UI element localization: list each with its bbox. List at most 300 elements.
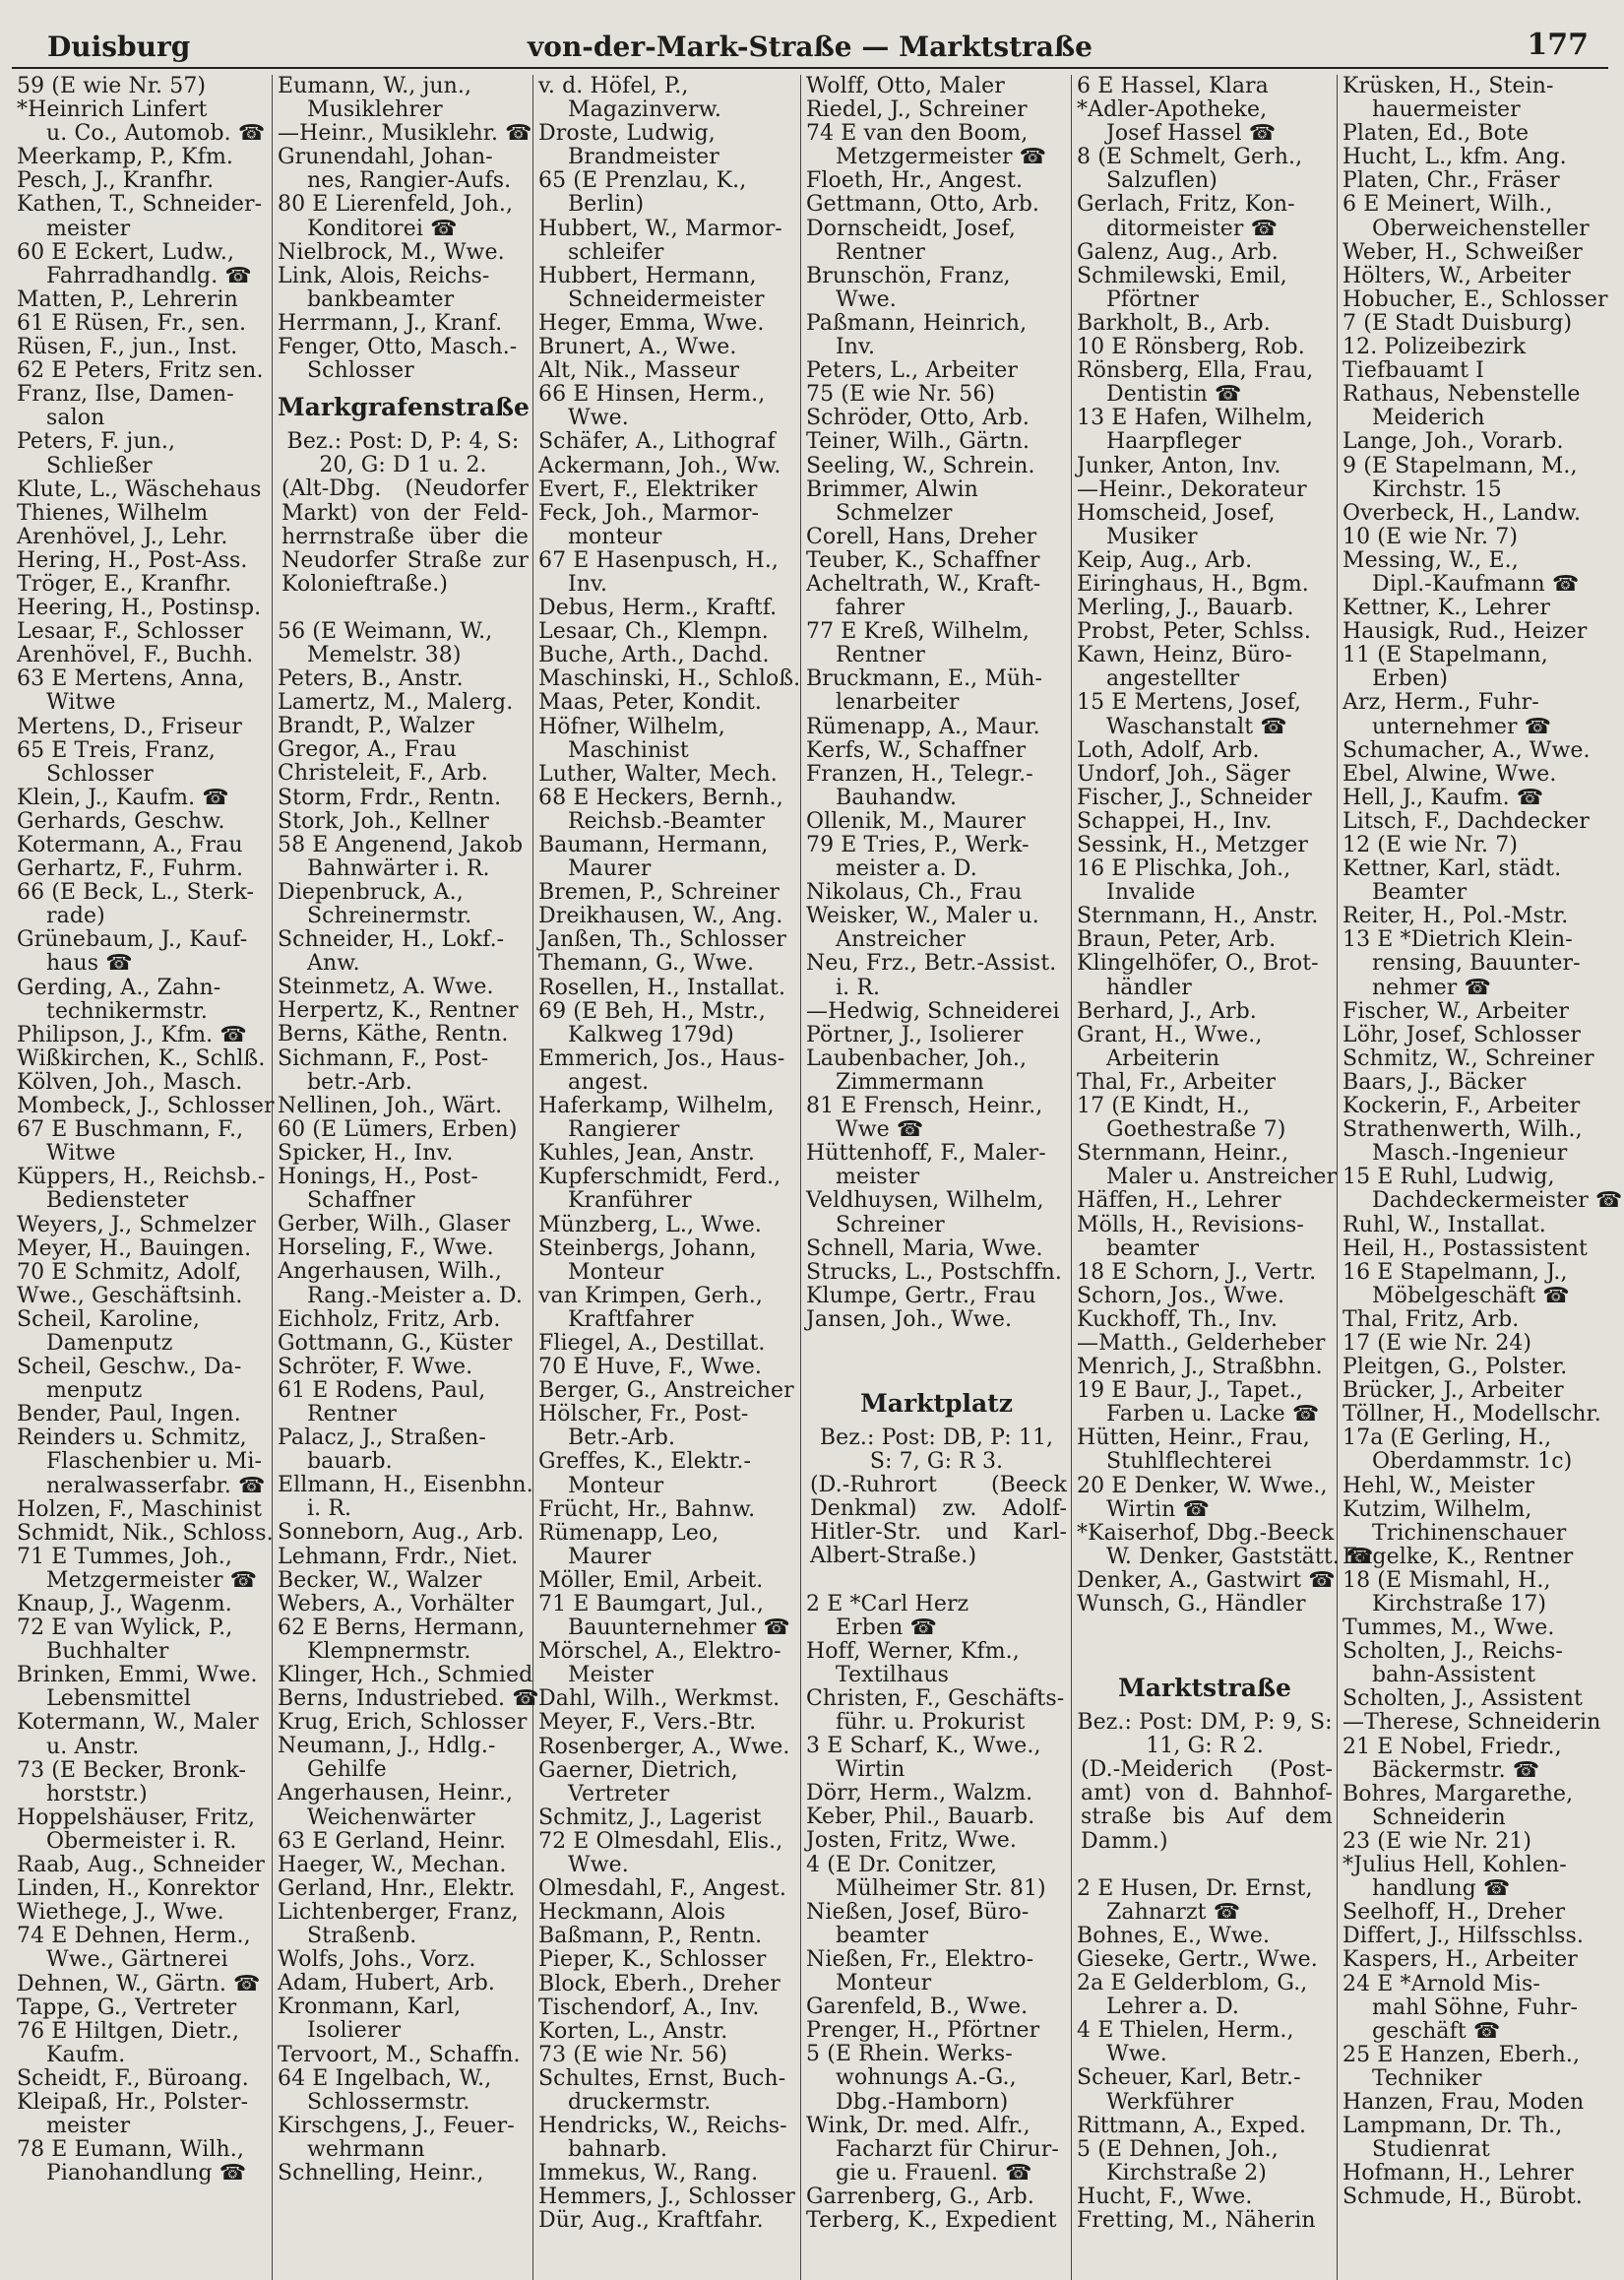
directory-entry: Stork, Joh., Kellner <box>278 808 489 834</box>
directory-entry: Berlin) <box>568 192 645 218</box>
street-description: (Alt-Dbg. (Neudorfer Markt) von der Feld- herrnstraße über die Neudorfer Straße zur Kolonieftraße.) <box>281 476 529 597</box>
directory-entry: Schlosser <box>46 761 154 787</box>
directory-entry: Holzen, F., Maschinist <box>17 1496 263 1522</box>
city-name: Duisburg <box>47 31 191 63</box>
directory-entry: Differt, J., Hilfsschlss. <box>1343 1924 1584 1949</box>
directory-entry: Löhr, Josef, Schlosser <box>1343 1022 1581 1047</box>
directory-entry: Kalkweg 179d) <box>568 1022 734 1047</box>
directory-entry: meister <box>46 216 131 241</box>
directory-entry: Anstreicher <box>836 927 966 953</box>
column-2 <box>273 74 539 2280</box>
directory-entry: 80 E Lierenfeld, Joh., <box>278 192 514 218</box>
directory-entry: Kupferschmidt, Ferd., <box>538 1165 781 1190</box>
directory-entry: Krug, Erich, Schlosser <box>278 1710 528 1736</box>
directory-entry: 3 E Scharf, K., Wwe., <box>806 1734 1041 1759</box>
directory-entry: Klempnermstr. <box>307 1638 471 1664</box>
directory-entry: Teuber, K., Schaffner <box>806 547 1040 573</box>
directory-entry: händler <box>1106 975 1192 1000</box>
directory-entry: Nellinen, Joh., Wärt. <box>278 1093 503 1118</box>
directory-entry: Neu, Frz., Betr.-Assist. <box>806 951 1057 977</box>
directory-entry: Rönsberg, Ella, Frau, <box>1077 358 1314 384</box>
directory-entry: Berhard, J., Arb. <box>1077 998 1257 1024</box>
directory-entry: Schreinermstr. <box>307 904 472 928</box>
directory-entry: Terberg, K., Expedient <box>806 2207 1057 2233</box>
directory-entry: Rentner <box>836 643 925 668</box>
directory-entry: Grunendahl, Johan- <box>278 145 493 170</box>
directory-entry: Schmilewski, Emil, <box>1077 263 1287 288</box>
directory-entry: Gerlach, Fritz, Kon- <box>1077 192 1295 218</box>
page-header <box>12 28 1608 69</box>
directory-entry: Kawn, Heinz, Büro- <box>1077 643 1292 668</box>
directory-entry: Platen, Ed., Bote <box>1343 121 1530 147</box>
directory-entry: Hütten, Heinr., Frau, <box>1077 1425 1310 1451</box>
directory-entry: Obermeister i. R. <box>46 1828 237 1854</box>
directory-entry: Brinken, Emmi, Wwe. <box>17 1663 258 1688</box>
directory-entry: Becker, W., Walzer <box>278 1567 482 1593</box>
directory-entry: Undorf, Joh., Säger <box>1077 761 1290 787</box>
directory-entry: Schneidermeister <box>568 286 765 312</box>
directory-entry: Probst, Peter, Schlss. <box>1077 619 1311 645</box>
directory-entry: Debus, Herm., Kraftf. <box>538 596 778 621</box>
directory-entry: Peters, B., Anstr. <box>278 666 464 692</box>
directory-entry: Olmesdahl, F., Angest. <box>538 1876 786 1902</box>
directory-entry: Häffen, H., Lehrer <box>1077 1188 1281 1214</box>
directory-entry: Hölters, W., Arbeiter <box>1343 263 1571 288</box>
directory-entry: —Matth., Gelderheber <box>1077 1330 1326 1356</box>
directory-entry: Wwe., Geschäftsinh. <box>17 1283 243 1308</box>
directory-entry: beamter <box>1106 1235 1200 1261</box>
directory-entry: Schmidt, Nik., Schloss. <box>17 1520 274 1546</box>
directory-entry: Engelke, K., Rentner <box>1343 1544 1574 1569</box>
directory-entry: 59 (E wie Nr. 57) <box>17 74 207 98</box>
directory-entry: beamter <box>836 1923 929 1948</box>
directory-entry: Ackermann, Joh., Ww. <box>538 453 781 478</box>
directory-entry: Teiner, Wilh., Gärtn. <box>806 429 1031 455</box>
directory-entry: Gettmann, Otto, Arb. <box>806 192 1040 218</box>
directory-entry: Dehnen, W., Gärtn. ☎ <box>17 1971 261 1996</box>
directory-entry: Hehl, W., Meister <box>1343 1473 1535 1498</box>
directory-entry: Themann, G., Wwe. <box>538 951 755 977</box>
directory-entry: 79 E Tries, P., Werk- <box>806 833 1030 857</box>
directory-entry: 12 (E wie Nr. 7) <box>1343 833 1519 857</box>
directory-entry: Kirchstraße 17) <box>1372 1592 1547 1616</box>
directory-entry: Rangierer <box>568 1117 680 1143</box>
directory-entry: Bremen, P., Schreiner <box>538 880 781 906</box>
directory-entry: Hoppelshäuser, Fritz, <box>17 1805 256 1830</box>
directory-entry: 73 (E wie Nr. 56) <box>538 2042 728 2067</box>
directory-entry: Studienrat <box>1372 2137 1490 2163</box>
directory-entry: Buche, Arth., Dachd. <box>538 643 770 668</box>
spacer <box>806 1569 1067 1593</box>
spacer <box>806 1356 1067 1379</box>
directory-entry: 61 E Rüsen, Fr., sen. <box>17 310 247 336</box>
directory-entry: Gerber, Wilh., Glaser <box>278 1212 511 1237</box>
directory-entry: Vertreter <box>568 1781 670 1806</box>
directory-entry: Paßmann, Heinrich, <box>806 310 1028 336</box>
directory-entry: Zimmermann <box>836 1069 984 1095</box>
directory-entry: Meerkamp, P., Kfm. <box>17 145 234 170</box>
directory-entry: nehmer ☎ <box>1372 975 1491 1000</box>
directory-entry: Brandt, P., Walzer <box>278 714 474 739</box>
directory-entry: Palacz, J., Straßen- <box>278 1425 486 1451</box>
directory-entry: Hemmers, J., Schlosser <box>538 2185 795 2210</box>
directory-entry: Bauhandw. <box>836 785 958 810</box>
directory-entry: Meyer, F., Vers.-Btr. <box>538 1710 757 1736</box>
directory-entry: Salzuflen) <box>1106 168 1218 194</box>
directory-entry: Kaspers, H., Arbeiter <box>1343 1947 1578 1973</box>
directory-entry: Nießen, Josef, Büro- <box>806 1899 1030 1925</box>
directory-entry: Erben) <box>1372 666 1449 692</box>
directory-entry: Nikolaus, Ch., Frau <box>806 880 1023 906</box>
directory-entry: Luther, Walter, Mech. <box>538 761 778 787</box>
directory-entry: Lichtenberger, Franz, <box>278 1899 519 1925</box>
directory-entry: Platen, Chr., Fräser <box>1343 168 1560 194</box>
directory-entry: Seeling, W., Schrein. <box>806 453 1035 478</box>
directory-entry: Hering, H., Post-Ass. <box>17 547 248 573</box>
directory-entry: Hucht, L., kfm. Ang. <box>1343 145 1567 170</box>
directory-entry: Stuhlflechterei <box>1106 1449 1272 1475</box>
directory-entry: Scheil, Karoline, <box>17 1306 200 1332</box>
spacer <box>806 1332 1067 1356</box>
directory-entry: Wunsch, G., Händler <box>1077 1592 1306 1616</box>
directory-entry: Philipson, J., Kfm. ☎ <box>17 1022 247 1047</box>
directory-entry: Pesch, J., Kranfhr. <box>17 168 215 194</box>
directory-entry: Dahl, Wilh., Werkmst. <box>538 1686 781 1712</box>
directory-entry: Wwe. <box>568 406 629 431</box>
directory-entry: Arz, Herm., Fuhr- <box>1343 690 1539 716</box>
directory-entry: 11 (E Stapelmann, <box>1343 643 1548 668</box>
directory-entry: Franzen, H., Telegr.- <box>806 761 1033 787</box>
directory-entry: 4 E Thielen, Herm., <box>1077 2018 1294 2044</box>
directory-entry: 25 E Hanzen, Eberh., <box>1343 2042 1581 2067</box>
directory-entry: Kettner, Karl, städt. <box>1343 856 1562 882</box>
directory-entry: Witwe <box>46 690 116 716</box>
directory-entry: 2 E Husen, Dr. Ernst, <box>1077 1875 1313 1901</box>
directory-entry: Rümenapp, Leo, <box>538 1520 719 1546</box>
directory-entry: Herrmann, J., Kranf. <box>278 310 503 336</box>
directory-entry: Bruckmann, E., Müh- <box>806 666 1043 692</box>
directory-entry: Wirtin <box>836 1757 906 1783</box>
directory-entry: Hubbert, W., Marmor- <box>538 216 782 241</box>
directory-entry: Diepenbruck, A., <box>278 879 464 905</box>
directory-entry: 19 E Baur, J., Tapet., <box>1077 1378 1303 1404</box>
directory-entry: Erben ☎ <box>836 1615 937 1640</box>
directory-entry: Strathenwerth, Wilh., <box>1343 1117 1583 1143</box>
directory-entry: 17 (E wie Nr. 24) <box>1343 1330 1532 1356</box>
directory-entry: Goethestraße 7) <box>1106 1117 1286 1143</box>
directory-entry: Kraftfahrer <box>568 1306 694 1332</box>
street-range-title: von-der-Mark-Straße — Marktstraße <box>528 31 1093 63</box>
directory-entry: 2a E Gelderblom, G., <box>1077 1971 1308 1996</box>
directory-entry: Garrenberg, G., Arb. <box>806 2184 1034 2209</box>
directory-entry: Dornscheidt, Josef, <box>806 216 1016 241</box>
directory-entry: Berger, G., Anstreicher <box>538 1378 794 1404</box>
directory-entry: *Kaiserhof, Dbg.-Beeck <box>1077 1520 1335 1546</box>
directory-entry: Techniker <box>1372 2065 1482 2091</box>
directory-entry: Nießen, Fr., Elektro- <box>806 1946 1034 1972</box>
directory-entry: 60 (E Lümers, Erben) <box>278 1116 518 1142</box>
directory-entry: Schmude, H., Bürobt. <box>1343 2185 1583 2210</box>
directory-entry: Scheil, Geschw., Da- <box>17 1355 242 1380</box>
directory-entry: mahl Söhne, Fuhr- <box>1372 1995 1579 2020</box>
spacer <box>1077 1854 1333 1877</box>
street-description: (D.-Meiderich (Post- amt) von d. Bahnhof- straße bis Auf dem Damm.) <box>1081 1757 1333 1854</box>
directory-entry: Dörr, Herm., Walzm. <box>806 1781 1033 1806</box>
directory-entry: Flaschenbier u. Mi- <box>46 1449 263 1475</box>
directory-entry: Schaffner <box>307 1188 415 1214</box>
directory-entry: Kettner, K., Lehrer <box>1343 596 1550 621</box>
directory-entry: Knaup, J., Wagenm. <box>17 1592 232 1616</box>
directory-entry: Schmitz, J., Lagerist <box>538 1805 762 1830</box>
directory-entry: Lange, Joh., Vorarb. <box>1343 429 1564 455</box>
directory-entry: Corell, Hans, Dreher <box>806 524 1037 549</box>
directory-entry: betr.-Arb. <box>307 1069 412 1095</box>
directory-entry: Magazinverw. <box>568 97 722 123</box>
directory-entry: druckermstr. <box>568 2089 712 2115</box>
directory-entry: Eiringhaus, H., Bgm. <box>1077 571 1309 597</box>
directory-entry: bahn-Assistent <box>1372 1663 1536 1688</box>
directory-entry: bahnarb. <box>568 2137 668 2163</box>
directory-entry: Lesaar, Ch., Klempn. <box>538 619 769 645</box>
directory-entry: 70 E Schmitz, Adolf, <box>17 1259 242 1285</box>
directory-entry: Steinmetz, A. Wwe. <box>278 975 494 1000</box>
directory-entry: Emmerich, Jos., Haus- <box>538 1045 785 1071</box>
column-6 <box>1338 74 1623 2280</box>
directory-entry: Pianohandlung ☎ <box>46 2161 247 2186</box>
directory-entry: Keip, Aug., Arb. <box>1077 547 1253 573</box>
directory-entry: Rosenberger, A., Wwe. <box>538 1734 790 1759</box>
directory-entry: Mertens, D., Friseur <box>17 714 243 739</box>
directory-entry: 73 (E Becker, Bronk- <box>17 1757 247 1783</box>
directory-entry: 21 E Nobel, Friedr., <box>1343 1734 1562 1759</box>
directory-entry: Prenger, H., Pförtner <box>806 2018 1040 2044</box>
directory-entry: Haarpfleger <box>1106 429 1241 455</box>
directory-entry: Tischendorf, A., Inv. <box>538 1995 760 2020</box>
directory-entry: Hobucher, E., Schlosser <box>1343 286 1608 312</box>
directory-entry: Angerhausen, Heinr., <box>278 1781 514 1806</box>
directory-entry: Ruhl, W., Installat. <box>1343 1212 1546 1237</box>
directory-entry: Facharzt für Chirur- <box>836 2136 1059 2162</box>
directory-entry: Höfner, Wilhelm, <box>538 714 725 739</box>
directory-entry: 62 E Berns, Hermann, <box>278 1615 526 1640</box>
directory-entry: Tappe, G., Vertreter <box>17 1995 237 2020</box>
directory-entry: Maurer <box>568 856 652 882</box>
directory-entry: Gerhards, Geschw. <box>17 808 225 834</box>
directory-entry: Waschanstalt ☎ <box>1106 714 1287 739</box>
directory-entry: Steinbergs, Johann, <box>538 1235 757 1261</box>
directory-entry: 5 (E Dehnen, Joh., <box>1077 2136 1279 2162</box>
directory-columns <box>12 74 1623 2280</box>
directory-entry: Invalide <box>1106 880 1196 906</box>
directory-entry: —Heinr., Dekorateur <box>1077 476 1307 502</box>
directory-entry: Schröder, Otto, Arb. <box>806 406 1030 431</box>
street-description: (D.-Ruhrort (Beeck Denkmal) zw. Adolf- Hitler-Str. und Karl- Albert-Straße.) <box>810 1473 1067 1569</box>
directory-entry: Evert, F., Elektriker <box>538 476 758 502</box>
directory-entry: Heger, Emma, Wwe. <box>538 310 765 336</box>
directory-entry: Monteur <box>836 1971 932 1996</box>
directory-entry: Sternmann, H., Anstr. <box>1077 904 1319 929</box>
directory-entry: bauarb. <box>307 1449 393 1475</box>
district-info: Bez.: Post: DB, P: 11, S: 7, G: R 3. <box>819 1425 1054 1475</box>
directory-entry: Hüttenhoff, F., Maler- <box>806 1141 1046 1167</box>
directory-entry: Webers, A., Vorhälter <box>278 1591 515 1616</box>
directory-entry: Schneider, H., Lokf.- <box>278 927 505 953</box>
directory-entry: rensing, Bauunter- <box>1372 951 1581 977</box>
directory-entry: 77 E Kreß, Wilhelm, <box>806 619 1030 645</box>
directory-entry: 17 (E Kindt, H., <box>1077 1094 1250 1119</box>
directory-entry: Meiderich <box>1372 406 1485 431</box>
directory-entry: Klein, J., Kaufm. ☎ <box>17 785 229 810</box>
directory-entry: Honings, H., Post- <box>278 1165 478 1190</box>
directory-entry: Sessink, H., Metzger <box>1077 833 1308 857</box>
directory-entry: gie u. Frauenl. ☎ <box>836 2160 1032 2185</box>
directory-entry: Textilhaus <box>836 1662 950 1687</box>
directory-entry: 76 E Hiltgen, Dietr., <box>17 2018 240 2044</box>
directory-entry: haus ☎ <box>46 951 133 977</box>
directory-entry: Anw. <box>307 951 360 977</box>
directory-entry: Brunschön, Franz, <box>806 263 1011 288</box>
directory-entry: Lamertz, M., Malerg. <box>278 690 514 716</box>
directory-entry: Wwe., Gärtnerei <box>46 1947 228 1973</box>
directory-entry: 66 E Hinsen, Herm., <box>538 382 766 408</box>
directory-entry: Litsch, F., Dachdecker <box>1343 808 1590 834</box>
directory-entry: bankbeamter <box>307 286 455 312</box>
directory-entry: 74 E van den Boom, <box>806 121 1029 147</box>
directory-entry: monteur <box>568 524 662 549</box>
directory-entry: Reiter, H., Pol.-Mstr. <box>1343 904 1569 929</box>
directory-entry: 5 (E Rhein. Werks- <box>806 2042 1013 2067</box>
directory-entry: Josten, Fritz, Wwe. <box>806 1828 1017 1854</box>
directory-entry: 72 E van Wylick, P., <box>17 1615 233 1641</box>
directory-entry: 24 E *Arnold Mis- <box>1343 1971 1540 1996</box>
directory-entry: Korten, L., Anstr. <box>538 2018 728 2044</box>
column-4 <box>801 75 1072 2280</box>
directory-entry: Kirchstr. 15 <box>1372 476 1502 502</box>
directory-entry: Gerhartz, F., Fuhrm. <box>17 856 244 882</box>
directory-entry: Meister <box>568 1663 654 1688</box>
column-3 <box>533 75 801 2280</box>
directory-entry: Sonneborn, Aug., Arb. <box>278 1520 525 1546</box>
column-5 <box>1072 74 1374 2280</box>
directory-entry: Schreiner <box>836 1212 945 1237</box>
directory-entry: Spicker, H., Inv. <box>278 1140 454 1166</box>
directory-entry: Laubenbacher, Joh., <box>806 1045 1028 1071</box>
directory-entry: Hell, J., Kaufm. ☎ <box>1343 785 1544 810</box>
directory-entry: Bender, Paul, Ingen. <box>17 1402 241 1427</box>
directory-entry: 61 E Rodens, Paul, <box>278 1377 486 1403</box>
directory-entry: Kerfs, W., Schaffner <box>806 737 1027 763</box>
directory-entry: Peters, L., Arbeiter <box>806 358 1018 384</box>
directory-entry: Schultes, Ernst, Buch- <box>538 2065 786 2091</box>
directory-entry: Schäfer, A., Lithograf <box>538 429 776 455</box>
directory-entry: 13 E Hafen, Wilhelm, <box>1077 406 1314 431</box>
directory-entry: Strucks, L., Postschffn. <box>806 1259 1063 1285</box>
directory-entry: Wwe. <box>568 1853 629 1878</box>
directory-entry: Dür, Aug., Kraftfahr. <box>538 2208 764 2234</box>
directory-entry: Wiethege, J., Wwe. <box>17 1900 224 1926</box>
directory-entry: 65 E Treis, Franz, <box>17 737 217 763</box>
directory-entry: Lesaar, F., Schlosser <box>17 619 244 645</box>
directory-entry: 63 E Mertens, Anna, <box>17 666 245 692</box>
directory-entry: Mörschel, A., Elektro- <box>538 1639 781 1665</box>
directory-entry: Inv. <box>836 335 876 360</box>
directory-entry: Bediensteter <box>46 1188 189 1214</box>
directory-entry: 66 (E Beck, L., Sterk- <box>17 880 255 906</box>
directory-entry: Scheidt, F., Büroang. <box>17 2065 249 2091</box>
directory-entry: hauermeister <box>1372 97 1521 123</box>
directory-entry: Feck, Joh., Marmor- <box>538 500 760 526</box>
directory-entry: Trichinenschauer <box>1372 1520 1567 1546</box>
directory-entry: Witwe <box>46 1141 116 1167</box>
directory-entry: Konditorei ☎ <box>307 216 458 241</box>
directory-entry: Weichenwärter <box>307 1805 475 1830</box>
directory-entry: Matten, P., Lehrerin <box>17 286 238 312</box>
directory-entry: Braun, Peter, Arb. <box>1077 927 1277 953</box>
directory-entry: Baars, J., Bäcker <box>1343 1069 1527 1095</box>
district-info: Bez.: Post: D, P: 4, S: 20, G: D 1 u. 2. <box>286 429 520 478</box>
directory-entry: Rosellen, H., Installat. <box>538 975 786 1000</box>
directory-entry: Dipl.-Kaufmann ☎ <box>1372 571 1580 597</box>
directory-entry: Alt, Nik., Masseur <box>538 358 740 384</box>
directory-entry: Sternmann, Heinr., <box>1077 1141 1289 1167</box>
directory-entry: Küppers, H., Reichsb.- <box>17 1165 266 1190</box>
directory-entry: Merling, J., Bauarb. <box>1077 596 1294 621</box>
directory-entry: Kotermann, A., Frau <box>17 833 243 857</box>
directory-entry: Wink, Dr. med. Alfr., <box>806 2113 1031 2138</box>
directory-entry: Klingelhöfer, O., Brot- <box>1077 951 1319 977</box>
directory-entry: Dachdeckermeister ☎ <box>1372 1188 1623 1214</box>
district-info: Bez.: Post: DM, P: 9, S: 11, G: R 2. <box>1077 1710 1333 1759</box>
directory-entry: Garenfeld, B., Wwe. <box>806 1995 1029 2020</box>
directory-entry: meister a. D. <box>836 856 977 882</box>
directory-entry: 69 (E Beh, H., Mstr., <box>538 998 766 1024</box>
directory-entry: Monteur <box>568 1259 664 1285</box>
directory-entry: u. Co., Automob. ☎ <box>46 121 266 147</box>
directory-entry: 9 (E Stapelmann, M., <box>1343 453 1578 478</box>
directory-entry: 4 (E Dr. Conitzer, <box>806 1852 997 1877</box>
directory-entry: Mombeck, J., Schlosser <box>17 1094 275 1119</box>
directory-entry: Bäckermstr. ☎ <box>1372 1757 1540 1783</box>
directory-entry: *Adler-Apotheke, <box>1077 97 1268 123</box>
directory-entry: Denker, A., Gastwirt ☎ <box>1077 1567 1336 1593</box>
directory-entry: Rentner <box>836 239 925 265</box>
directory-entry: Bauunternehmer ☎ <box>568 1615 790 1641</box>
directory-entry: Maler u. Anstreicher <box>1106 1165 1338 1190</box>
directory-entry: Schröter, F. Wwe. <box>278 1354 473 1379</box>
directory-entry: Musiker <box>1106 524 1198 549</box>
directory-entry: Metzgermeister ☎ <box>836 145 1047 170</box>
directory-entry: Kockerin, F., Arbeiter <box>1343 1094 1581 1119</box>
directory-entry: Gehilfe <box>307 1757 387 1783</box>
directory-entry: Schorn, Jos., Wwe. <box>1077 1283 1285 1308</box>
directory-entry: *Heinrich Linfert <box>17 97 208 123</box>
directory-entry: Schumacher, A., Wwe. <box>1343 737 1591 763</box>
directory-entry: führ. u. Prokurist <box>836 1710 1026 1735</box>
directory-entry: Möller, Emil, Arbeit. <box>538 1567 764 1593</box>
directory-entry: Brimmer, Alwin <box>806 476 978 502</box>
directory-entry: Thal, Fritz, Arb. <box>1343 1306 1520 1332</box>
directory-entry: 67 E Buschmann, F., <box>17 1117 244 1143</box>
directory-entry: Link, Alois, Reichs- <box>278 263 490 288</box>
directory-entry: geschäft ☎ <box>1372 2018 1501 2044</box>
directory-entry: Loth, Adolf, Arb. <box>1077 737 1260 763</box>
directory-entry: Klute, L., Wäschehaus <box>17 476 262 502</box>
directory-entry: meister <box>46 2114 131 2139</box>
directory-entry: Inv. <box>568 571 608 597</box>
directory-entry: Wolfs, Johs., Vorz. <box>278 1947 476 1973</box>
directory-entry: neralwasserfabr. ☎ <box>46 1473 266 1498</box>
directory-entry: Arenhövel, F., Buchh. <box>17 643 254 668</box>
